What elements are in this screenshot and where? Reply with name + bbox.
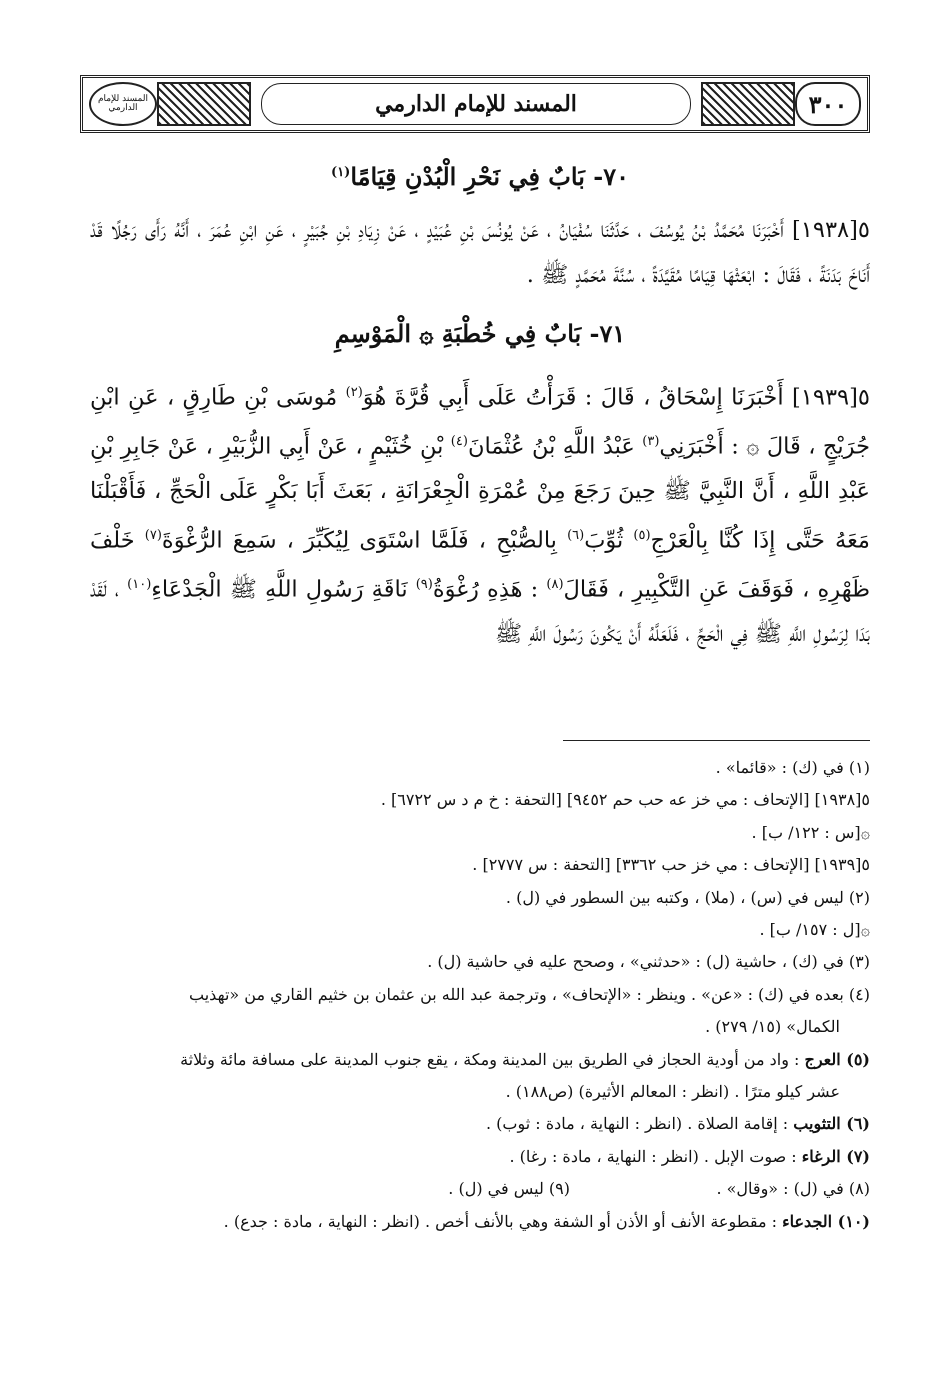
hadith-1938: ٥[١٩٣٨] أَخْبَرَنَا مُحَمَّدُ بْنُ يُوسُفَ ، حَدَّثَنَا سُفْيَانُ ، عَنْ يُونُسَ بْنِ عُبَيْدٍ ، عَنْ زِيَادِ بْنِ جُبَيْرٍ ، عَنِ ابْنِ عُمَرَ ، أَنَّهُ رَأَى رَجُلًا قَدْ أَنَاخَ بَدَنَةً ، فَقَالَ : ابْعَثْهَا قِيَامًا مُقَيَّدَةً ، سُنَّةَ مُحَمَّدٍ ﷺ . [90, 217, 870, 288]
footnote-5-text: : واد من أودية الحجاز في الطريق بين المدينة ومكة ، يقع جنوب المدينة على مسافة مائة وثلاثة [180, 1049, 805, 1069]
hadith-1939-part: : هَذِهِ رُغْوَةُ [432, 576, 547, 602]
footnote-ref-9: (٩) [415, 576, 433, 592]
footnote-l: ۞[ل : ١٥٧/ ب] . [759, 920, 870, 940]
chapter-71-title: ٧١- بَابٌ فِي خُطْبَةِ ۞ الْمَوْسِمِ [334, 319, 626, 348]
footnote-6-head: (٦) التثويب [793, 1114, 870, 1134]
footnote-ref-8: (٨) [546, 576, 564, 592]
footnote-1: (١) في (ك) : «قائما» . [715, 758, 870, 777]
footnote-ref-5: (٥) [633, 527, 651, 543]
footnote-ref-2: (٢) [345, 385, 363, 400]
hadith-1939-part: ، لَقَدْ بَدَا لِرَسُولِ اللَّهِ ﷺ فِي الْحَجِّ ، فَلَعَلَّهُ أَنْ يَكُونَ رَسُولَ اللَّهِ ﷺ [90, 576, 870, 647]
footnote-ref-4: (٤) [450, 434, 468, 449]
hadith-1939-part: نَاقَةِ رَسُولِ اللَّهِ ﷺ الْجَدْعَاءِ [151, 576, 416, 602]
chapter-70-label: ٧٠- بَابٌ فِي نَحْرِ الْبُدْنِ قِيَامًا [350, 162, 629, 191]
footnote-10-text: : مقطوعة الأنف أو الأذن أو الشفة وهي بالأنف أخص . (انظر : النهاية ، مادة : جدع) . [223, 1211, 783, 1231]
footnote-ref-1: (١) [331, 165, 351, 180]
hadith-1939-part: ٥[١٩٣٩] أَخْبَرَنَا إِسْحَاقُ ، قَالَ : قَرَأْتُ عَلَى أَبِي قُرَّةَ هُوَ [362, 384, 870, 411]
footnote-s: ۞[س : ١٢٢/ ب] . [751, 822, 870, 842]
ornament-left [157, 82, 251, 126]
main-text [90, 150, 870, 656]
page-header [80, 75, 870, 133]
footnote-5-head: (٥) العرج [804, 1049, 870, 1069]
footnote-9: (٩) ليس في (ل) . [448, 1179, 570, 1199]
footnote-8-9 [88, 1173, 870, 1205]
chapter-70-title [90, 150, 870, 196]
footnote-7 [88, 1141, 870, 1173]
footnote-1939: ٥[١٩٣٩] [الإتحاف : مي خز حب ٣٣٦٢] [التحفة : س ٢٧٧٧] . [472, 855, 870, 875]
book-title: المسند للإمام الدارمي [261, 83, 691, 125]
footnote-7-text: : صوت الإبل . (انظر : النهاية ، مادة : رغا) . [509, 1146, 802, 1166]
seal-logo [89, 82, 157, 126]
page-number: ٣٠٠ [795, 82, 861, 126]
footnote-ref-3: (٣) [642, 434, 660, 449]
footnotes [88, 752, 870, 1238]
hadith-1939-part: عَبْدُ اللَّهِ بْنُ عُثْمَانَ [467, 433, 643, 460]
footnote-8: (٨) في (ل) : «وقال» . [716, 1179, 870, 1199]
footnote-7-head: (٧) الرغاء [801, 1146, 870, 1166]
hadith-1939-part: ثُوِّبَ [584, 527, 634, 553]
footnote-1938: ٥[١٩٣٨] [الإتحاف : مي خز عه حب حم ٩٤٥٢] [التحفة : خ م د س ٦٧٢٢] . [380, 790, 870, 810]
footnote-divider [563, 740, 870, 741]
footnote-3: (٣) في (ك) ، حاشية (ل) : «حدثني» ، وصحح عليه في حاشية (ل) . [427, 952, 870, 972]
footnote-ref-10: (١٠) [127, 576, 152, 592]
footnote-10 [88, 1206, 870, 1238]
footnote-10-head: (١٠) الجدعاء [782, 1211, 870, 1231]
footnote-5 [88, 1044, 870, 1076]
footnote-4-cont: الكمال» (١٥/ ٢٧٩) . [705, 1017, 840, 1037]
footnote-ref-6: (٦) [567, 527, 585, 543]
footnote-4: (٤) بعده في (ك) : «عن» . وينظر : «الإتحاف» ، وترجمة عبد الله بن عثمان بن خثيم القاري من «تهذيب [189, 984, 870, 1004]
hadith-1939-part: مُوسَى بْنِ طَارِقٍ ، عَنِ ابْنِ جُرَيْجٍ ، قَالَ ۞ : أَخْبَرَنِي [90, 384, 870, 460]
seal-text: المسند للإمام الدارمي [97, 94, 149, 113]
footnote-6-text: : إقامة الصلاة . (انظر : النهاية ، مادة : ثوب) . [486, 1114, 794, 1134]
footnote-5-cont: عشر كيلو مترًا . (انظر : المعالم الأثيرة) (ص١٨٨) . [505, 1082, 840, 1102]
footnote-2: (٢) ليس في (س) ، (ملا) ، وكتبه بين السطور في (ل) . [505, 887, 870, 907]
hadith-1939 [90, 371, 870, 656]
footnote-ref-7: (٧) [144, 527, 162, 543]
footnote-6 [88, 1108, 870, 1140]
hadith-1939-part: بْنِ خُثَيْمٍ ، عَنْ أَبِي الزُّبَيْرِ ، عَنْ جَابِرِ بْنِ عَبْدِ اللَّهِ ، أَنَّ النَّبِيَّ ﷺ حِينَ رَجَعَ مِنْ عُمْرَةِ الْجِعْرَانَةِ ، بَعَثَ أَبَا بَكْرٍ عَلَى الْحَجِّ ، فَأَقْبَلْنَا مَعَهُ حَتَّى إِذَا كُنَّا بِالْعَرْجِ [90, 433, 870, 553]
ornament-right [701, 82, 795, 126]
hadith-1939-part: بِالصُّبْحِ ، فَلَمَّا اسْتَوَى لِيُكَبِّرَ ، سَمِعَ الرُّغْوَةَ [161, 527, 568, 553]
hadith-1939-part: خَلْفَ ظَهْرِهِ ، فَوَقَفَ عَنِ التَّكْبِيرِ ، فَقَالَ [90, 527, 870, 602]
